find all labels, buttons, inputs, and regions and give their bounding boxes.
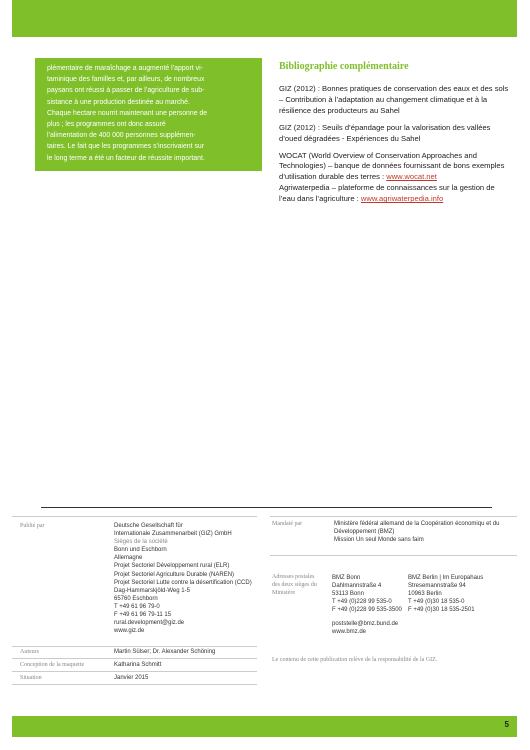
addresses-label-line: Ministère — [272, 590, 295, 596]
authors-value: Martin Sülser; Dr. Alexander Schöning — [114, 649, 216, 655]
bibliography-entry-3-text: WOCAT (World Overview of Conservation Approaches and Technologies) – banque de données fournissant de bons exemples d’utilisation durable des terres : — [279, 150, 505, 182]
project-line: Dag-Hammarskjöld-Weg 1-5 — [114, 587, 190, 594]
page-number: 5 — [504, 720, 509, 729]
mandate-line: Ministère fédéral allemand de la Coopération économiqu et du — [334, 521, 500, 527]
project-line: T +49 61 96 79-0 — [114, 603, 160, 610]
mandate-label: Mandaté par — [272, 521, 303, 527]
bonn-line: BMZ Bonn — [332, 575, 361, 581]
agriwaterpedia-link[interactable]: www.agriwaterpedia.info — [360, 194, 444, 204]
addresses-rule — [270, 555, 517, 556]
highlight-line: sistance à une production destinée au marché. — [47, 98, 190, 106]
project-line: www.giz.de — [114, 628, 145, 635]
mandate-line: Mission Un seul Monde sans faim — [334, 537, 424, 544]
bmz-bonn-address — [332, 574, 402, 614]
bibliography-entry-2: GIZ (2012) : Seuils d’épandage pour la valorisation des vallées d’oued dégradées - Expériences du Sahel — [279, 122, 491, 143]
highlight-line: paysans ont réussi à passer de l’agriculture de sub- — [47, 87, 205, 95]
berlin-line: T +49 (0)30 18 535-0 — [408, 599, 465, 606]
bonn-line: Dahlmannstraße 4 — [332, 583, 382, 590]
publisher-block — [114, 522, 252, 635]
bonn-line: T +49 (0)228 99 535-0 — [332, 599, 392, 606]
bibliography-heading: Bibliographie complémentaire — [279, 61, 409, 72]
seat-line: Allemagne — [114, 555, 143, 562]
highlight-box — [35, 58, 262, 171]
bonn-line: F +49 (0)228 99 535-3500 — [332, 607, 402, 614]
publisher-line: Deutsche Gesellschaft für — [114, 523, 183, 529]
project-line: F +49 61 96 79-11 15 — [114, 612, 172, 619]
bmz-contact — [332, 620, 398, 636]
bonn-line: 53113 Bonn — [332, 591, 364, 598]
seat-line: Bonn und Eschborn — [114, 547, 167, 554]
berlin-line: 10963 Berlin — [408, 591, 442, 598]
imprint-right-rule — [270, 516, 517, 517]
published-label: Publié par — [20, 523, 45, 529]
date-label: Situation — [20, 675, 42, 681]
highlight-line: taires. Le fait que les programmes s’inscrivaient sur — [47, 143, 205, 151]
date-value: Janvier 2015 — [114, 675, 149, 681]
project-line: Projet Sectoriel Lutte contre la désertification (CCD) — [114, 579, 252, 586]
highlight-line: plus ; les programmes ont donc assuré — [47, 121, 166, 129]
seat-label: Sièges de la société — [114, 539, 168, 546]
bibliography-entry-4 — [279, 183, 509, 205]
imprint-left-rule — [12, 516, 257, 517]
bmz-berlin-address — [408, 574, 483, 614]
design-label: Conception de la maquette — [20, 662, 85, 668]
addresses-label-line: des deux sièges du — [272, 582, 317, 588]
responsibility-note: Le contenu de cette publication relève de la responsabilité de la GIZ. — [272, 657, 438, 663]
date-bottom-rule — [12, 684, 257, 685]
highlight-line: taminique des familles et, par ailleurs, de nombreux — [47, 76, 205, 84]
berlin-line: F +49 (0)30 18 535-2501 — [408, 607, 475, 614]
highlight-line: Chaque hectare nourrit maintenant une personne de — [47, 109, 208, 117]
wocat-link[interactable]: www.wocat.net — [386, 172, 437, 182]
addresses-label — [272, 573, 317, 597]
berlin-line: BMZ Berlin | Im Europahaus — [408, 575, 484, 581]
date-rule — [12, 671, 257, 672]
publisher-line: Internationale Zusammenarbeit (GIZ) GmbH — [114, 531, 232, 538]
design-value: Katharina Schmitt — [114, 662, 162, 668]
mandate-line: Développement (BMZ) — [334, 529, 395, 536]
mandate-block — [334, 520, 499, 544]
project-line: 65760 Eschborn — [114, 595, 158, 602]
project-line: rural.development@giz.de — [114, 620, 185, 627]
highlight-line: l’alimentation de 400 000 personnes supplémen- — [47, 132, 196, 140]
bmz-website[interactable]: www.bmz.de — [332, 629, 367, 636]
bibliography-entry-3 — [279, 151, 509, 184]
bottom-banner — [12, 716, 517, 737]
project-line: Projet Sectoriel Développement rural (ELR) — [114, 563, 230, 570]
highlight-line: plémentaire de maraîchage a augmenté l’apport vi- — [47, 65, 203, 72]
bibliography-entry-1: GIZ (2012) : Bonnes pratiques de conservation des eaux et des sols – Contribution à l’adaptation au changement climatique et à la résilience des producteurs au Sahel — [279, 84, 509, 115]
authors-rule — [12, 646, 257, 647]
imprint-divider — [41, 507, 492, 508]
design-rule — [12, 658, 257, 659]
berlin-line: Stresemannstraße 94 — [408, 583, 466, 590]
authors-label: Auteurs — [20, 649, 39, 655]
top-banner — [12, 0, 517, 37]
bmz-email[interactable]: poststelle@bmz.bund.de — [332, 621, 399, 627]
project-line: Projet Sectoriel Agriculture Durable (NAREN) — [114, 571, 235, 578]
highlight-line: le long terme a été un facteur de réussite important. — [47, 154, 205, 162]
bibliography-section — [279, 60, 509, 211]
bibliography-entry-4-text: Agriwaterpedia – plateforme de connaissances sur la gestion de l’eau dans l’agriculture : — [279, 183, 495, 204]
addresses-label-line: Adresses postales — [272, 574, 315, 580]
